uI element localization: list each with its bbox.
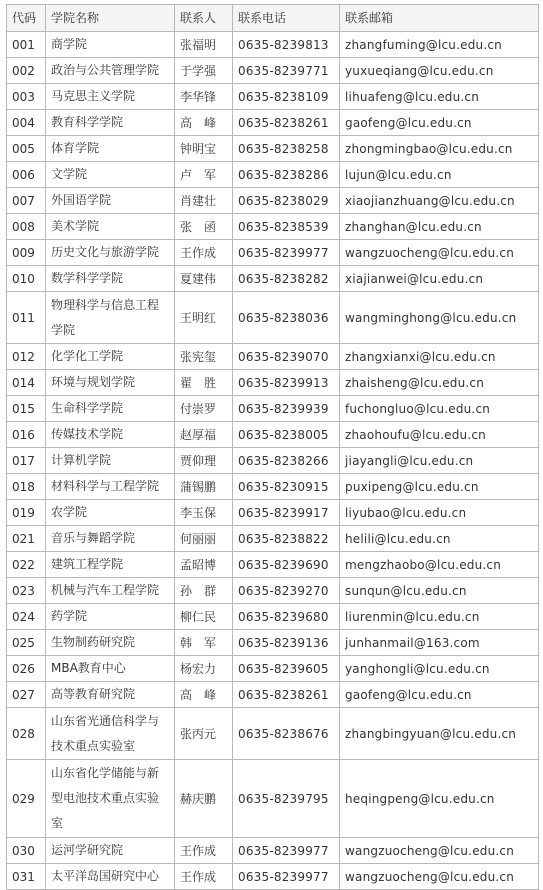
cell-contact: 李华锋	[175, 84, 233, 110]
table-row	[7, 188, 539, 214]
cell-code: 021	[7, 526, 46, 552]
cell-phone: 0635-8238261	[233, 682, 340, 708]
cell-email: zhanghan@lcu.edu.cn	[340, 214, 539, 240]
cell-code: 004	[7, 110, 46, 136]
table-row	[7, 864, 539, 890]
cell-code: 028	[7, 708, 46, 760]
cell-contact: 张宪玺	[175, 344, 233, 370]
cell-code: 002	[7, 58, 46, 84]
cell-email: zhangbingyuan@lcu.edu.cn	[340, 708, 539, 760]
table-row	[7, 474, 539, 500]
table-row	[7, 526, 539, 552]
table-row	[7, 266, 539, 292]
cell-contact: 王作成	[175, 864, 233, 890]
table-row	[7, 500, 539, 526]
cell-college-name: 生命科学学院	[46, 396, 175, 422]
cell-phone: 0635-8239690	[233, 552, 340, 578]
table-row	[7, 240, 539, 266]
cell-contact: 夏建伟	[175, 266, 233, 292]
table-row	[7, 110, 539, 136]
cell-phone: 0635-8238036	[233, 292, 340, 344]
cell-phone: 0635-8239913	[233, 370, 340, 396]
cell-email: gaofeng@lcu.edu.cn	[340, 110, 539, 136]
table-body	[7, 32, 539, 890]
cell-college-name: 商学院	[46, 32, 175, 58]
cell-phone: 0635-8238822	[233, 526, 340, 552]
table-row	[7, 396, 539, 422]
cell-code: 024	[7, 604, 46, 630]
cell-code: 006	[7, 162, 46, 188]
table-row	[7, 58, 539, 84]
cell-college-name: 山东省光通信科学与技术重点实验室	[46, 708, 175, 760]
cell-phone: 0635-8230915	[233, 474, 340, 500]
cell-phone: 0635-8239270	[233, 578, 340, 604]
college-contacts-table	[6, 4, 539, 890]
header-contact: 联系人	[175, 5, 233, 32]
cell-phone: 0635-8239771	[233, 58, 340, 84]
cell-code: 022	[7, 552, 46, 578]
cell-college-name: 外国语学院	[46, 188, 175, 214]
cell-phone: 0635-8239977	[233, 864, 340, 890]
table-row	[7, 344, 539, 370]
cell-phone: 0635-8238282	[233, 266, 340, 292]
cell-email: zhaohoufu@lcu.edu.cn	[340, 422, 539, 448]
cell-code: 014	[7, 370, 46, 396]
cell-phone: 0635-8239917	[233, 500, 340, 526]
cell-college-name: 材料科学与工程学院	[46, 474, 175, 500]
table-row	[7, 84, 539, 110]
cell-contact: 卢 军	[175, 162, 233, 188]
cell-email: puxipeng@lcu.edu.cn	[340, 474, 539, 500]
cell-email: wangzuocheng@lcu.edu.cn	[340, 240, 539, 266]
cell-contact: 蒲锡鹏	[175, 474, 233, 500]
cell-email: wangzuocheng@lcu.edu.cn	[340, 864, 539, 890]
table-row	[7, 162, 539, 188]
cell-college-name: 化学化工学院	[46, 344, 175, 370]
cell-college-name: 体育学院	[46, 136, 175, 162]
cell-phone: 0635-8239605	[233, 656, 340, 682]
cell-email: zhangxianxi@lcu.edu.cn	[340, 344, 539, 370]
table-row	[7, 32, 539, 58]
cell-contact: 孙 群	[175, 578, 233, 604]
header-code: 代码	[7, 5, 46, 32]
cell-college-name: 美术学院	[46, 214, 175, 240]
cell-code: 015	[7, 396, 46, 422]
cell-phone: 0635-8239939	[233, 396, 340, 422]
cell-contact: 高 峰	[175, 110, 233, 136]
cell-college-name: 文学院	[46, 162, 175, 188]
header-email: 联系邮箱	[340, 5, 539, 32]
cell-email: yanghongli@lcu.edu.cn	[340, 656, 539, 682]
cell-college-name: MBA教育中心	[46, 656, 175, 682]
cell-email: liurenmin@lcu.edu.cn	[340, 604, 539, 630]
cell-email: heqingpeng@lcu.edu.cn	[340, 760, 539, 838]
cell-college-name: 传媒技术学院	[46, 422, 175, 448]
cell-code: 010	[7, 266, 46, 292]
cell-contact: 李玉保	[175, 500, 233, 526]
cell-phone: 0635-8239977	[233, 838, 340, 864]
cell-code: 008	[7, 214, 46, 240]
cell-college-name: 政治与公共管理学院	[46, 58, 175, 84]
cell-email: gaofeng@lcu.edu.cn	[340, 682, 539, 708]
cell-phone: 0635-8238109	[233, 84, 340, 110]
table-row	[7, 214, 539, 240]
cell-contact: 王作成	[175, 838, 233, 864]
cell-contact: 王作成	[175, 240, 233, 266]
cell-contact: 赵厚福	[175, 422, 233, 448]
cell-email: liyubao@lcu.edu.cn	[340, 500, 539, 526]
table-row	[7, 630, 539, 656]
header-phone: 联系电话	[233, 5, 340, 32]
cell-phone: 0635-8238286	[233, 162, 340, 188]
cell-college-name: 建筑工程学院	[46, 552, 175, 578]
cell-college-name: 教育科学学院	[46, 110, 175, 136]
cell-email: wangminghong@lcu.edu.cn	[340, 292, 539, 344]
cell-code: 001	[7, 32, 46, 58]
cell-college-name: 音乐与舞蹈学院	[46, 526, 175, 552]
table-row	[7, 838, 539, 864]
cell-college-name: 太平洋岛国研究中心	[46, 864, 175, 890]
cell-phone: 0635-8239795	[233, 760, 340, 838]
cell-code: 029	[7, 760, 46, 838]
cell-email: jiayangli@lcu.edu.cn	[340, 448, 539, 474]
cell-email: yuxueqiang@lcu.edu.cn	[340, 58, 539, 84]
cell-college-name: 数学科学学院	[46, 266, 175, 292]
cell-email: zhongmingbao@lcu.edu.cn	[340, 136, 539, 162]
table-row	[7, 760, 539, 838]
cell-code: 026	[7, 656, 46, 682]
cell-code: 016	[7, 422, 46, 448]
cell-phone: 0635-8239680	[233, 604, 340, 630]
table-row	[7, 578, 539, 604]
table-row	[7, 682, 539, 708]
cell-email: zhangfuming@lcu.edu.cn	[340, 32, 539, 58]
table-row	[7, 292, 539, 344]
cell-college-name: 历史文化与旅游学院	[46, 240, 175, 266]
cell-college-name: 物理科学与信息工程学院	[46, 292, 175, 344]
cell-email: mengzhaobo@lcu.edu.cn	[340, 552, 539, 578]
cell-contact: 付崇罗	[175, 396, 233, 422]
cell-email: junhanmail@163.com	[340, 630, 539, 656]
cell-phone: 0635-8238029	[233, 188, 340, 214]
cell-contact: 钟明宝	[175, 136, 233, 162]
cell-college-name: 药学院	[46, 604, 175, 630]
cell-college-name: 马克思主义学院	[46, 84, 175, 110]
table-row	[7, 708, 539, 760]
cell-email: lujun@lcu.edu.cn	[340, 162, 539, 188]
cell-contact: 于学强	[175, 58, 233, 84]
cell-college-name: 环境与规划学院	[46, 370, 175, 396]
cell-contact: 何丽丽	[175, 526, 233, 552]
table-row	[7, 552, 539, 578]
cell-college-name: 生物制药研究院	[46, 630, 175, 656]
cell-email: lihuafeng@lcu.edu.cn	[340, 84, 539, 110]
cell-contact: 柳仁民	[175, 604, 233, 630]
cell-code: 023	[7, 578, 46, 604]
cell-phone: 0635-8238676	[233, 708, 340, 760]
cell-code: 012	[7, 344, 46, 370]
cell-college-name: 机械与汽车工程学院	[46, 578, 175, 604]
cell-phone: 0635-8239070	[233, 344, 340, 370]
cell-email: fuchongluo@lcu.edu.cn	[340, 396, 539, 422]
cell-code: 027	[7, 682, 46, 708]
table-row	[7, 656, 539, 682]
cell-contact: 肖建壮	[175, 188, 233, 214]
table-row	[7, 448, 539, 474]
cell-phone: 0635-8238266	[233, 448, 340, 474]
table-header-row	[7, 5, 539, 32]
contacts-table-container	[6, 4, 539, 890]
cell-code: 031	[7, 864, 46, 890]
cell-phone: 0635-8238261	[233, 110, 340, 136]
cell-email: zhaisheng@lcu.edu.cn	[340, 370, 539, 396]
header-college-name: 学院名称	[46, 5, 175, 32]
cell-email: sunqun@lcu.edu.cn	[340, 578, 539, 604]
cell-contact: 王明红	[175, 292, 233, 344]
cell-contact: 贾仰理	[175, 448, 233, 474]
cell-code: 025	[7, 630, 46, 656]
cell-contact: 赫庆鹏	[175, 760, 233, 838]
cell-college-name: 农学院	[46, 500, 175, 526]
cell-contact: 张福明	[175, 32, 233, 58]
cell-code: 009	[7, 240, 46, 266]
table-row	[7, 136, 539, 162]
cell-email: wangzuocheng@lcu.edu.cn	[340, 838, 539, 864]
table-row	[7, 370, 539, 396]
cell-phone: 0635-8238258	[233, 136, 340, 162]
cell-contact: 孟昭博	[175, 552, 233, 578]
cell-college-name: 高等教育研究院	[46, 682, 175, 708]
cell-contact: 高 峰	[175, 682, 233, 708]
table-row	[7, 422, 539, 448]
cell-college-name: 计算机学院	[46, 448, 175, 474]
cell-college-name: 运河学研究院	[46, 838, 175, 864]
cell-code: 019	[7, 500, 46, 526]
cell-contact: 张丙元	[175, 708, 233, 760]
cell-contact: 杨宏力	[175, 656, 233, 682]
cell-code: 007	[7, 188, 46, 214]
cell-code: 017	[7, 448, 46, 474]
cell-email: xiajianwei@lcu.edu.cn	[340, 266, 539, 292]
cell-phone: 0635-8239977	[233, 240, 340, 266]
table-row	[7, 604, 539, 630]
cell-code: 018	[7, 474, 46, 500]
cell-phone: 0635-8239136	[233, 630, 340, 656]
cell-code: 003	[7, 84, 46, 110]
cell-phone: 0635-8238005	[233, 422, 340, 448]
cell-code: 005	[7, 136, 46, 162]
cell-code: 011	[7, 292, 46, 344]
cell-email: xiaojianzhuang@lcu.edu.cn	[340, 188, 539, 214]
cell-contact: 张 函	[175, 214, 233, 240]
cell-contact: 翟 胜	[175, 370, 233, 396]
cell-contact: 韩 军	[175, 630, 233, 656]
cell-phone: 0635-8239813	[233, 32, 340, 58]
cell-email: helili@lcu.edu.cn	[340, 526, 539, 552]
cell-code: 030	[7, 838, 46, 864]
cell-phone: 0635-8238539	[233, 214, 340, 240]
cell-college-name: 山东省化学储能与新型电池技术重点实验室	[46, 760, 175, 838]
